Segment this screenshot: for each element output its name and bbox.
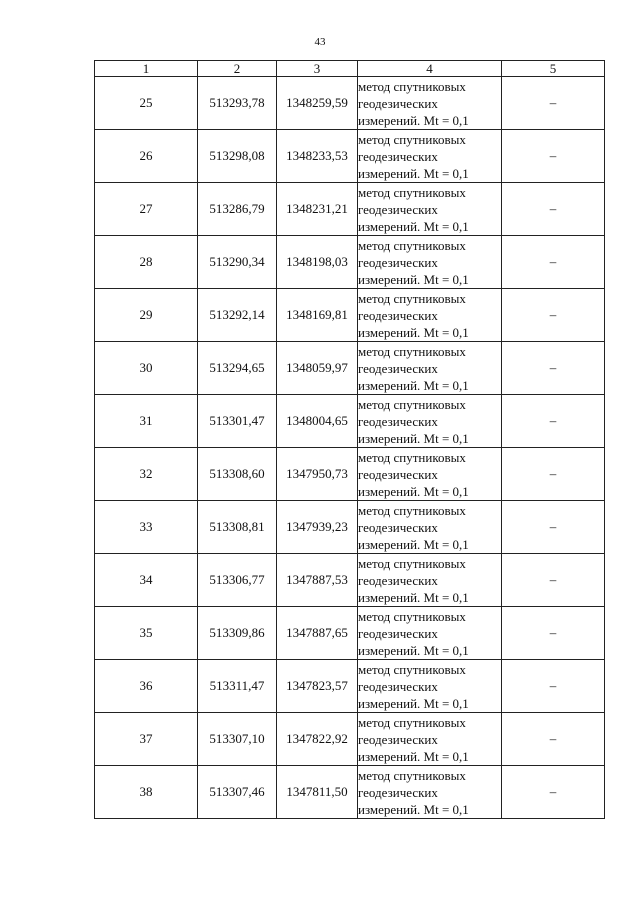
table-body bbox=[95, 77, 605, 819]
table-row bbox=[95, 395, 605, 448]
page-number: 43 bbox=[314, 36, 326, 48]
note-cell: – bbox=[502, 554, 605, 607]
column-header-3: 3 bbox=[277, 61, 358, 77]
method-line: измерений. Mt = 0,1 bbox=[358, 801, 469, 817]
column-header-2: 2 bbox=[198, 61, 277, 77]
method-line: геодезических bbox=[358, 572, 438, 588]
note-cell: – bbox=[502, 501, 605, 554]
point-number-cell: 31 bbox=[95, 395, 198, 448]
table-row bbox=[95, 77, 605, 130]
method-line: геодезических bbox=[358, 519, 438, 535]
point-number-cell: 34 bbox=[95, 554, 198, 607]
method-cell bbox=[358, 183, 502, 236]
method-cell bbox=[358, 448, 502, 501]
coordinates-table bbox=[94, 60, 605, 819]
method-cell bbox=[358, 130, 502, 183]
method-line: измерений. Mt = 0,1 bbox=[358, 430, 469, 446]
y-coordinate-cell: 1348004,65 bbox=[277, 395, 358, 448]
table-row bbox=[95, 236, 605, 289]
point-number-cell: 37 bbox=[95, 713, 198, 766]
x-coordinate-cell: 513308,60 bbox=[198, 448, 277, 501]
point-number-cell: 35 bbox=[95, 607, 198, 660]
method-line: геодезических bbox=[358, 148, 438, 164]
note-cell: – bbox=[502, 342, 605, 395]
y-coordinate-cell: 1348059,97 bbox=[277, 342, 358, 395]
point-number-cell: 32 bbox=[95, 448, 198, 501]
note-cell: – bbox=[502, 236, 605, 289]
method-cell bbox=[358, 660, 502, 713]
method-line: измерений. Mt = 0,1 bbox=[358, 377, 469, 393]
table-row bbox=[95, 713, 605, 766]
method-cell bbox=[358, 713, 502, 766]
method-line: измерений. Mt = 0,1 bbox=[358, 165, 469, 181]
method-cell bbox=[358, 554, 502, 607]
y-coordinate-cell: 1347939,23 bbox=[277, 501, 358, 554]
point-number-cell: 30 bbox=[95, 342, 198, 395]
method-line: измерений. Mt = 0,1 bbox=[358, 271, 469, 287]
table-header-row bbox=[95, 61, 605, 77]
method-line: измерений. Mt = 0,1 bbox=[358, 324, 469, 340]
method-line: метод спутниковых bbox=[358, 184, 466, 200]
method-line: метод спутниковых bbox=[358, 78, 466, 94]
x-coordinate-cell: 513309,86 bbox=[198, 607, 277, 660]
method-line: геодезических bbox=[358, 413, 438, 429]
method-cell bbox=[358, 289, 502, 342]
x-coordinate-cell: 513293,78 bbox=[198, 77, 277, 130]
note-cell: – bbox=[502, 130, 605, 183]
table-row bbox=[95, 766, 605, 819]
note-cell: – bbox=[502, 607, 605, 660]
y-coordinate-cell: 1347950,73 bbox=[277, 448, 358, 501]
column-header-5: 5 bbox=[502, 61, 605, 77]
point-number-cell: 27 bbox=[95, 183, 198, 236]
x-coordinate-cell: 513294,65 bbox=[198, 342, 277, 395]
table-row bbox=[95, 130, 605, 183]
method-line: метод спутниковых bbox=[358, 449, 466, 465]
method-line: измерений. Mt = 0,1 bbox=[358, 695, 469, 711]
x-coordinate-cell: 513301,47 bbox=[198, 395, 277, 448]
method-cell bbox=[358, 607, 502, 660]
method-line: геодезических bbox=[358, 307, 438, 323]
method-cell bbox=[358, 236, 502, 289]
x-coordinate-cell: 513290,34 bbox=[198, 236, 277, 289]
method-line: измерений. Mt = 0,1 bbox=[358, 483, 469, 499]
method-line: метод спутниковых bbox=[358, 661, 466, 677]
table-row bbox=[95, 448, 605, 501]
y-coordinate-cell: 1347823,57 bbox=[277, 660, 358, 713]
method-line: геодезических bbox=[358, 201, 438, 217]
note-cell: – bbox=[502, 183, 605, 236]
table-row bbox=[95, 607, 605, 660]
point-number-cell: 28 bbox=[95, 236, 198, 289]
method-line: метод спутниковых bbox=[358, 396, 466, 412]
table-row bbox=[95, 501, 605, 554]
table-row bbox=[95, 554, 605, 607]
method-line: метод спутниковых bbox=[358, 502, 466, 518]
method-line: измерений. Mt = 0,1 bbox=[358, 218, 469, 234]
table-row bbox=[95, 183, 605, 236]
note-cell: – bbox=[502, 713, 605, 766]
method-cell bbox=[358, 77, 502, 130]
x-coordinate-cell: 513308,81 bbox=[198, 501, 277, 554]
method-line: геодезических bbox=[358, 678, 438, 694]
x-coordinate-cell: 513311,47 bbox=[198, 660, 277, 713]
column-header-4: 4 bbox=[358, 61, 502, 77]
point-number-cell: 36 bbox=[95, 660, 198, 713]
x-coordinate-cell: 513306,77 bbox=[198, 554, 277, 607]
method-line: метод спутниковых bbox=[358, 343, 466, 359]
x-coordinate-cell: 513307,10 bbox=[198, 713, 277, 766]
y-coordinate-cell: 1348233,53 bbox=[277, 130, 358, 183]
method-cell bbox=[358, 501, 502, 554]
column-header-1: 1 bbox=[95, 61, 198, 77]
x-coordinate-cell: 513286,79 bbox=[198, 183, 277, 236]
method-line: метод спутниковых bbox=[358, 767, 466, 783]
method-line: метод спутниковых bbox=[358, 131, 466, 147]
point-number-cell: 29 bbox=[95, 289, 198, 342]
method-line: геодезических bbox=[358, 360, 438, 376]
y-coordinate-cell: 1347822,92 bbox=[277, 713, 358, 766]
method-line: геодезических bbox=[358, 625, 438, 641]
note-cell: – bbox=[502, 395, 605, 448]
method-line: геодезических bbox=[358, 731, 438, 747]
method-line: измерений. Mt = 0,1 bbox=[358, 642, 469, 658]
method-line: метод спутниковых bbox=[358, 608, 466, 624]
method-line: измерений. Mt = 0,1 bbox=[358, 589, 469, 605]
y-coordinate-cell: 1348169,81 bbox=[277, 289, 358, 342]
y-coordinate-cell: 1348198,03 bbox=[277, 236, 358, 289]
note-cell: – bbox=[502, 448, 605, 501]
method-line: метод спутниковых bbox=[358, 555, 466, 571]
method-line: метод спутниковых bbox=[358, 237, 466, 253]
point-number-cell: 26 bbox=[95, 130, 198, 183]
table-row bbox=[95, 660, 605, 713]
method-line: геодезических bbox=[358, 466, 438, 482]
table-row bbox=[95, 342, 605, 395]
method-cell bbox=[358, 395, 502, 448]
y-coordinate-cell: 1347811,50 bbox=[277, 766, 358, 819]
point-number-cell: 38 bbox=[95, 766, 198, 819]
table-row bbox=[95, 289, 605, 342]
method-cell bbox=[358, 766, 502, 819]
method-line: метод спутниковых bbox=[358, 290, 466, 306]
method-line: геодезических bbox=[358, 784, 438, 800]
y-coordinate-cell: 1347887,53 bbox=[277, 554, 358, 607]
method-line: измерений. Mt = 0,1 bbox=[358, 748, 469, 764]
y-coordinate-cell: 1348259,59 bbox=[277, 77, 358, 130]
point-number-cell: 25 bbox=[95, 77, 198, 130]
method-cell bbox=[358, 342, 502, 395]
x-coordinate-cell: 513292,14 bbox=[198, 289, 277, 342]
note-cell: – bbox=[502, 660, 605, 713]
y-coordinate-cell: 1347887,65 bbox=[277, 607, 358, 660]
note-cell: – bbox=[502, 77, 605, 130]
x-coordinate-cell: 513307,46 bbox=[198, 766, 277, 819]
note-cell: – bbox=[502, 289, 605, 342]
note-cell: – bbox=[502, 766, 605, 819]
y-coordinate-cell: 1348231,21 bbox=[277, 183, 358, 236]
point-number-cell: 33 bbox=[95, 501, 198, 554]
x-coordinate-cell: 513298,08 bbox=[198, 130, 277, 183]
method-line: геодезических bbox=[358, 95, 438, 111]
method-line: измерений. Mt = 0,1 bbox=[358, 536, 469, 552]
method-line: геодезических bbox=[358, 254, 438, 270]
method-line: метод спутниковых bbox=[358, 714, 466, 730]
method-line: измерений. Mt = 0,1 bbox=[358, 112, 469, 128]
